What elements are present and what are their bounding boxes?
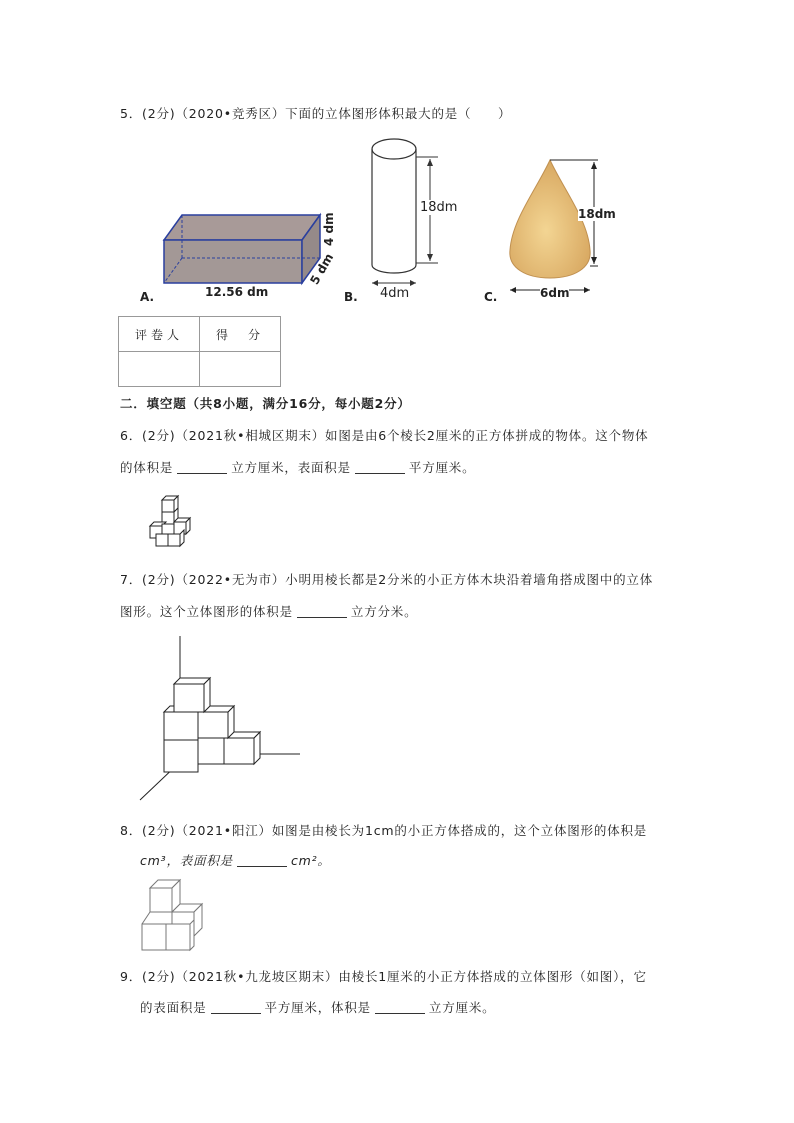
q8-area-blank[interactable] [237,854,287,867]
score-header-grader: 评卷人 [119,317,200,352]
q8-cubes-figure [138,874,210,954]
q7-line2-a: 图形。这个立体图形的体积是 [120,604,293,619]
q7-line2-b: 立方分米。 [350,604,418,619]
q7-volume-blank[interactable] [297,605,347,618]
q5-c-height: 18dm [578,207,616,221]
q5-option-c-label: C. [484,290,498,304]
q7-line2 [120,602,417,620]
q6-line1: 6．(2分)（2021秋•相城区期末）如图是由6个棱长2厘米的正方体拼成的物体。这个物体 [120,428,649,443]
q7-line1: 7．(2分)（2022•无为市）小明用棱长都是2分米的小正方体木块沿着墙角搭成图中的立体 [120,572,653,587]
q6-cubes-figure [142,492,212,548]
q6-line2-a: 的体积是 [120,460,174,475]
q5-option-b-label: B. [344,290,358,304]
q5-cone-figure [498,150,608,305]
q5-a-width: 5 dm [307,250,337,288]
q6-line2-b: 立方厘米，表面积是 [231,460,351,475]
q8-line2 [140,851,331,869]
q9-line1: 9．(2分)（2021秋•九龙坡区期末）由棱长1厘米的小正方体搭成的立体图形（如图），它 [120,969,647,984]
q5-b-height: 18dm [420,200,458,215]
q5-a-height: 4 dm [322,212,336,246]
q9-volume-blank[interactable] [375,1001,425,1014]
q6-line2-c: 平方厘米。 [408,460,476,475]
score-header-score: 得 分 [200,317,281,352]
q8-line2-a: cm³，表面积是 [140,853,233,868]
score-cell-score [200,352,281,387]
q8-line1: 8．(2分)（2021•阳江）如图是由棱长为1cm的小正方体搭成的，这个立体图形的体积是 [120,823,648,838]
q5-cylinder-figure [360,135,450,305]
q9-line2-a: 的表面积是 [140,1000,207,1015]
q9-line2-c: 立方厘米。 [428,1000,496,1015]
q8-line2-b: cm²。 [290,853,331,868]
q5-b-diameter: 4dm [380,286,410,301]
q6-volume-blank[interactable] [177,461,227,474]
q9-line2-b: 平方厘米，体积是 [264,1000,371,1015]
q7-corner-cubes-figure [136,632,306,804]
q5-a-length: 12.56 dm [205,285,269,299]
q6-line2 [120,458,475,476]
section-2-title: 二．填空题（共8小题，满分16分，每小题2分） [120,396,411,411]
score-table [118,316,281,387]
q5-c-diameter: 6dm [540,286,570,300]
q9-line2 [140,998,495,1016]
q9-area-blank[interactable] [211,1001,261,1014]
score-cell-grader [119,352,200,387]
q6-area-blank[interactable] [355,461,405,474]
q5-text: 5．(2分)（2020•竞秀区）下面的立体图形体积最大的是（ ） [120,106,512,121]
q5-option-a-label: A. [140,290,155,304]
